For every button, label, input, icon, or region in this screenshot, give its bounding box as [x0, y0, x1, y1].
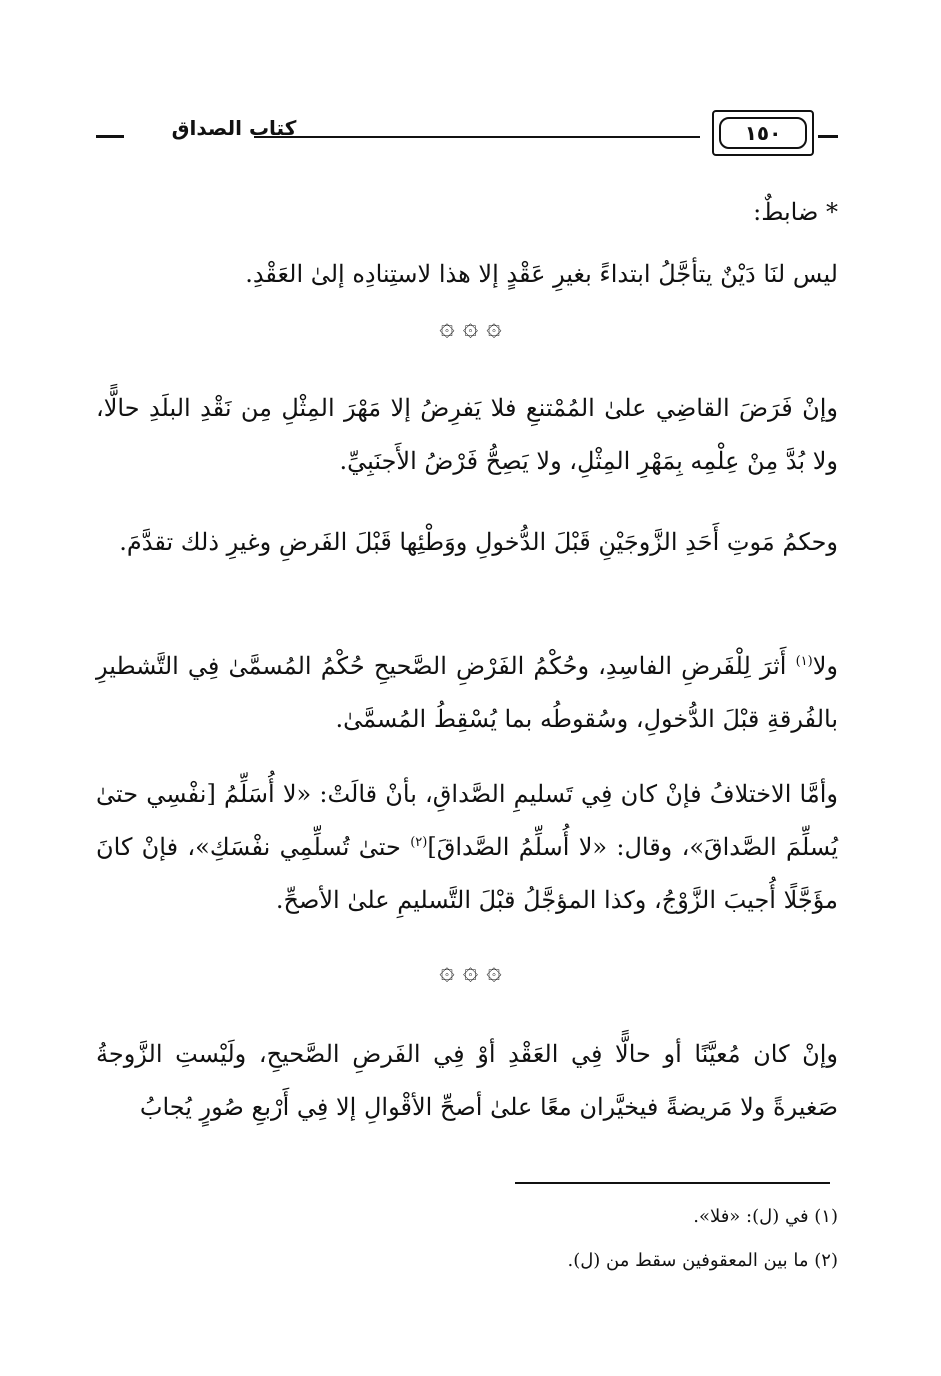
page-number: ١٥٠ [719, 117, 807, 149]
paragraph-3-start: ولا [812, 652, 838, 680]
book-title: كتاب الصداق [171, 116, 297, 140]
footnote-ref-2[interactable]: (٢) [410, 835, 428, 850]
paragraph-3-rest: أَثرَ لِلْفَرضِ الفاسِدِ، وحُكْمُ الفَرْضِ الصَّحيحِ حُكْمُ المُسمَّىٰ فِي التَّشطيرِ بالفُرقةِ قبْلَ الدُّخولِ، وسُقوطُه بما يُسْقِطُ المُسمَّىٰ. [96, 652, 838, 733]
ornament-divider-2: ۞ ۞ ۞ [439, 956, 502, 986]
header-rule-left [96, 135, 124, 138]
footnote-1: (١) في (ل): «فلا». [693, 1206, 838, 1227]
header-rule [254, 136, 700, 138]
paragraph-3 [96, 640, 838, 746]
paragraph-4-rest: حتىٰ تُسلِّمِي نفْسَكِ»، فإنْ كانَ مؤَجَّلًا أُجيبَ الزَّوْجُ، وكذا المؤجَّلُ قبْلَ التَّسليمِ علىٰ الأصحِّ. [96, 833, 838, 914]
paragraph-1: وإنْ فَرَضَ القاضِي علىٰ المُمْتنعِ فلا يَفرِضُ إلا مَهْرَ المِثْلِ مِن نَقْدِ البلَدِ حالًّا، ولا بُدَّ مِنْ عِلْمِه بِمَهْرِ المِثْلِ، ولا يَصِحُّ فَرْضُ الأَجنَبِيِّ. [96, 394, 838, 475]
rule-text: ليس لنَا دَيْنٌ يتأجَّلُ ابتداءً بغيرِ عَقْدٍ إلا هذا لاستِنادِه إلىٰ العَقْدِ. [245, 260, 838, 288]
paragraph-2: وحكمُ مَوتِ أَحَدِ الزَّوجَيْنِ قَبْلَ الدُّخولِ ووَطْئِها قَبْلَ الفَرضِ وغيرِ ذلك تقدَّمَ. [119, 528, 838, 556]
footnote-rule [515, 1182, 830, 1184]
page-number-frame [712, 110, 814, 156]
footnote-ref-1[interactable]: (١) [795, 654, 813, 669]
paragraph-4 [96, 768, 838, 927]
paragraph-4-start: وأمَّا الاختلافُ فإنْ كان فِي تَسليمِ الصَّداقِ، بأنْ قالَتْ: «لا أُسَلِّمُ [نفْسِي حتىٰ يُسلِّمَ الصَّداقَ»، وقال: «لا أُسلِّمُ الصَّداقَ] [96, 780, 838, 861]
section-heading: * ضابطٌ: [753, 198, 838, 226]
paragraph-5: وإنْ كان مُعيَّنًا أو حالًّا فِي العَقْدِ أوْ فِي الفَرضِ الصَّحيحِ، ولَيْستِ الزَّوجةُ صَغيرةً ولا مَريضةً فيخيَّران معًا علىٰ أصحِّ الأقْوالِ إلا فِي أَرْبعِ صُورٍ يُجابُ [96, 1040, 838, 1121]
ornament-divider: ۞ ۞ ۞ [439, 312, 502, 342]
header-rule-right [818, 135, 838, 138]
footnote-2: (٢) ما بين المعقوفين سقط من (ل). [567, 1250, 838, 1271]
running-header [96, 110, 838, 160]
